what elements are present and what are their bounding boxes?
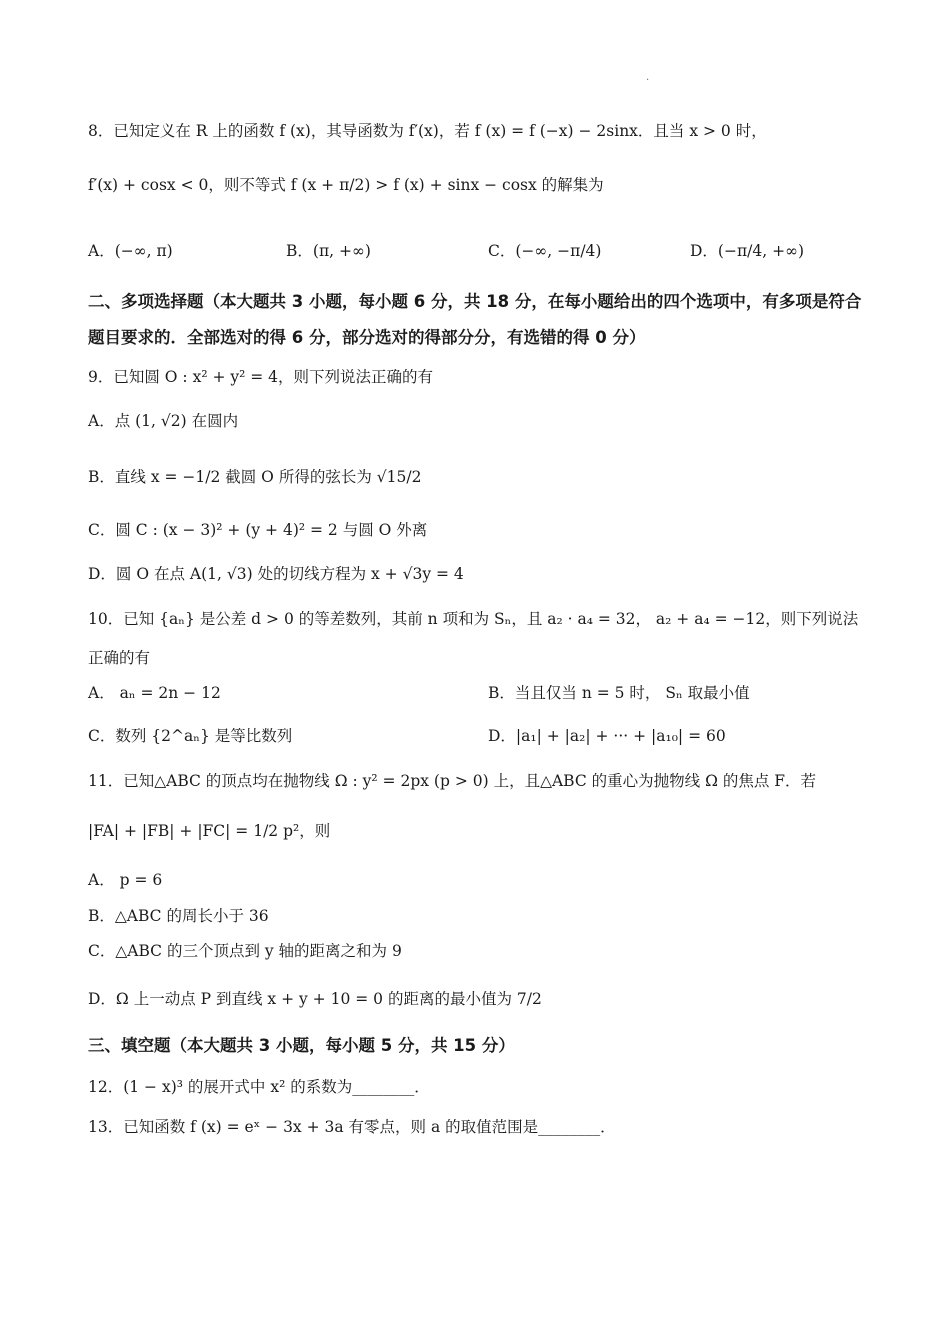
q8-option-b: B．(π, +∞) — [286, 242, 371, 260]
q10-option-d: D．|a₁| + |a₂| + ··· + |a₁₀| = 60 — [488, 727, 726, 745]
q11-line2: |FA| + |FB| + |FC| = 1/2 p²，则 — [88, 822, 331, 840]
q8-option-d: D．(−π/4, +∞) — [690, 242, 805, 260]
q9-stem: 9．已知圆 O : x² + y² = 4，则下列说法正确的有 — [88, 368, 434, 386]
page-dot: . — [646, 72, 650, 83]
q9-option-c: C．圆 C : (x − 3)² + (y + 4)² = 2 与圆 O 外离 — [88, 521, 428, 539]
q8-option-c: C．(−∞, −π/4) — [488, 242, 602, 260]
section2-heading: 二、多项选择题（本大题共 3 小题，每小题 6 分，共 18 分，在每小题给出的四个选项中，有多项是符合题目要求的．全部选对的得 6 分，部分选对的得部分分，有选错的得 0 分） — [88, 292, 862, 347]
q10-option-b: B．当且仅当 n = 5 时， Sₙ 取最小值 — [488, 684, 750, 702]
section3-heading: 三、填空题（本大题共 3 小题，每小题 5 分，共 15 分） — [88, 1036, 515, 1055]
q8-line1: 8．已知定义在 R 上的函数 f (x)，其导函数为 f′(x)，若 f (x) = f (−x) − 2sinx．且当 x > 0 时， — [88, 122, 767, 140]
q11-option-a: A． p = 6 — [88, 871, 163, 889]
q9-option-a: A．点 (1, √2) 在圆内 — [88, 412, 239, 430]
q10-line2: 正确的有 — [88, 649, 151, 667]
q13-stem: 13．已知函数 f (x) = eˣ − 3x + 3a 有零点，则 a 的取值范围是________． — [88, 1118, 616, 1136]
q11-line1: 11．已知△ABC 的顶点均在抛物线 Ω : y² = 2px (p > 0) 上，且△ABC 的重心为抛物线 Ω 的焦点 F．若 — [88, 772, 817, 790]
q8-line2: f′(x) + cosx < 0，则不等式 f (x + π/2) > f (x) + sinx − cosx 的解集为 — [88, 176, 604, 194]
q11-option-d: D．Ω 上一动点 P 到直线 x + y + 10 = 0 的距离的最小值为 7/2 — [88, 990, 542, 1008]
q9-option-b: B．直线 x = −1/2 截圆 O 所得的弦长为 √15/2 — [88, 468, 422, 486]
q9-option-d: D．圆 O 在点 A(1, √3) 处的切线方程为 x + √3y = 4 — [88, 565, 464, 583]
q10-row1 — [88, 682, 870, 704]
q10-option-c: C．数列 {2^aₙ} 是等比数列 — [88, 727, 293, 745]
q10-row2 — [88, 725, 870, 747]
q10-line1: 10．已知 {aₙ} 是公差 d > 0 的等差数列，其前 n 项和为 Sₙ，且 a₂ · a₄ = 32， a₂ + a₄ = −12，则下列说法 — [88, 610, 859, 628]
q8-option-a: A．(−∞, π) — [88, 242, 173, 260]
q10-option-a: A． aₙ = 2n − 12 — [88, 684, 221, 702]
q11-option-b: B．△ABC 的周长小于 36 — [88, 907, 269, 925]
q11-option-c: C．△ABC 的三个顶点到 y 轴的距离之和为 9 — [88, 942, 402, 960]
q12-stem: 12．(1 − x)³ 的展开式中 x² 的系数为________． — [88, 1078, 430, 1096]
